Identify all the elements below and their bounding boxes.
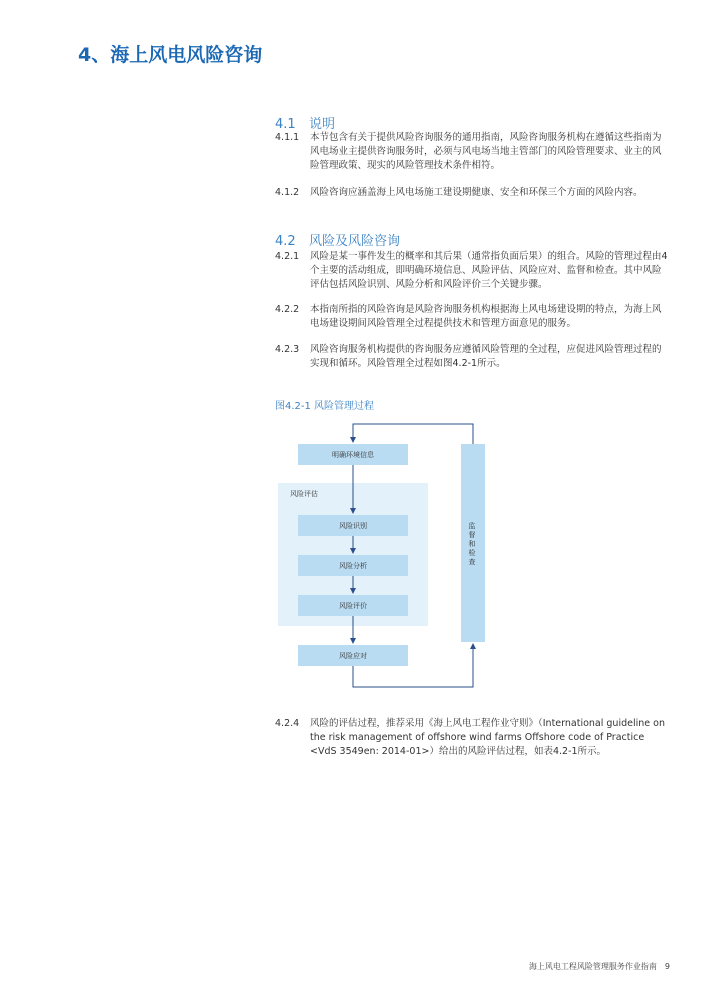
- establish-context-label: 明确环境信息: [332, 451, 374, 459]
- paragraph-text: 风险咨询服务机构提供的咨询服务应遵循风险管理的全过程，应促进风险管理过程的实现和循环。风险管理全过程如图4.2-1所示。: [310, 344, 662, 369]
- chapter-title: 4、海上风电风险咨询: [78, 44, 263, 66]
- paragraph-text: 本指南所指的风险咨询是风险咨询服务机构根据海上风电场建设期的特点，为海上风电场建设期间风险管理全过程提供技术和管理方面意见的服务。: [310, 304, 662, 329]
- figure-caption: 图4.2-1 风险管理过程: [275, 401, 375, 412]
- paragraph-number: 4.2.1: [275, 251, 300, 262]
- paragraph-text: 风险的评估过程，推荐采用《海上风电工程作业守则》（International guideline on the risk management of offshore wind farms Offshore code of Practice <VdS 3549en: 2014-01>）给出的风险评估过程，如表4.2-1所示。: [310, 718, 665, 757]
- section-number: 4.2: [275, 234, 296, 249]
- risk-identification-label: 风险识别: [339, 522, 367, 530]
- page-footer: [529, 961, 670, 972]
- loop-top-arrow: [353, 424, 473, 444]
- section-title: 说明: [309, 117, 336, 132]
- risk-treatment-label: 风险应对: [339, 652, 367, 660]
- paragraph-text: 风险是某一事件发生的概率和其后果（通常指负面后果）的组合。风险的管理过程由4个主要的活动组成，即明确环境信息、风险评估、风险应对、监督和检查。其中风险评估包括风险识别、风险分析和风险评价三个关键步骤。: [310, 251, 668, 290]
- paragraph-number: 4.2.4: [275, 718, 300, 729]
- risk-evaluation-label: 风险评价: [339, 602, 367, 610]
- section-title: 风险及风险咨询: [309, 234, 401, 249]
- monitoring-review-label: 监督和检查: [468, 522, 476, 566]
- page-number: 9: [664, 962, 670, 971]
- paragraph-4-2-4: [275, 717, 670, 759]
- paragraph-number: 4.1.2: [275, 187, 300, 198]
- footer-title: 海上风电工程风险管理服务作业指南: [528, 962, 657, 971]
- risk-analysis-label: 风险分析: [339, 562, 367, 570]
- paragraph-text: 本节包含有关于提供风险咨询服务的通用指南，风险咨询服务机构在遵循这些指南为风电场业主提供咨询服务时，必须与风电场当地主管部门的风险管理要求、业主的风险管理政策、现实的风险管理技术条件相符。: [310, 132, 662, 171]
- assessment-group-label: 风险评估: [290, 490, 318, 498]
- paragraph-number: 4.2.2: [275, 304, 300, 315]
- paragraph-number: 4.1.1: [275, 132, 300, 143]
- section-number: 4.1: [275, 117, 296, 132]
- paragraph-number: 4.2.3: [275, 344, 300, 355]
- paragraph-text: 风险咨询应涵盖海上风电场施工建设期健康、安全和环保三个方面的风险内容。: [310, 187, 643, 198]
